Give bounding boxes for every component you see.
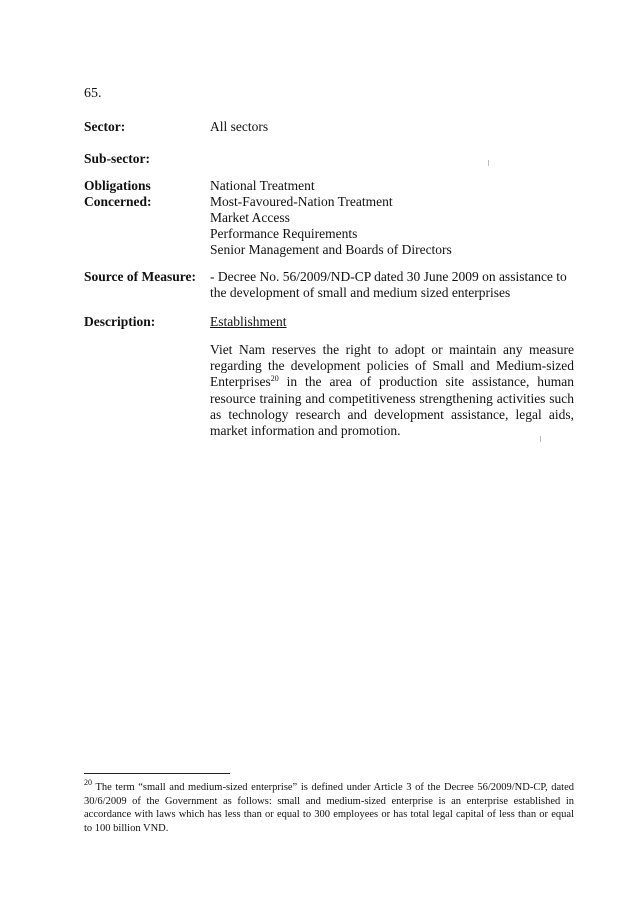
footnote-line: 30/6/2009 of the Government as follows: small and medium-sized enterprise is an enterprise established in xyxy=(84,795,574,807)
obligation-item: National Treatment xyxy=(210,178,315,193)
footnote-line-text: The term “small and medium-sized enterprise” is defined under Article 3 of the Decree 56/2009/ND-CP, dated xyxy=(95,782,574,793)
sector-value: All sectors xyxy=(210,119,269,134)
obligations-label-line1: Obligations xyxy=(84,178,151,193)
paragraph-line-prefix: Enterprises xyxy=(210,374,271,390)
footnote xyxy=(84,778,574,835)
description-label: Description: xyxy=(84,314,156,329)
obligations-label xyxy=(84,178,206,210)
obligation-item: Performance Requirements xyxy=(210,226,358,241)
obligation-item: Most-Favoured-Nation Treatment xyxy=(210,194,393,209)
entry-number: 65. xyxy=(84,86,102,101)
source-label: Source of Measure: xyxy=(84,269,196,284)
source-line: - Decree No. 56/2009/ND-CP dated 30 June 2009 on assistance to xyxy=(210,269,567,284)
obligation-item: Market Access xyxy=(210,210,290,225)
footnote-rule xyxy=(84,773,230,774)
source-value xyxy=(210,269,584,301)
description-paragraph xyxy=(210,342,574,439)
paragraph-line: resource training and competitiveness strengthening activities such xyxy=(210,390,574,406)
paragraph-line: Viet Nam reserves the right to adopt or maintain any measure xyxy=(210,342,574,357)
paragraph-line: regarding the development policies of Small and Medium-sized xyxy=(210,358,574,374)
footnote-line: to 100 billion VND. xyxy=(84,822,169,834)
footnote-line: accordance with laws which has less than or equal to 300 employees or has total legal capital of less than or equal xyxy=(84,809,574,820)
sector-label: Sector: xyxy=(84,119,126,134)
source-line: the development of small and medium sized enterprises xyxy=(210,285,511,300)
scan-speck xyxy=(488,160,489,166)
obligations-label-line2: Concerned: xyxy=(84,194,152,209)
paragraph-line: market information and promotion. xyxy=(210,423,401,439)
footnote-reference: 20 xyxy=(270,374,279,384)
description-heading: Establishment xyxy=(210,314,287,329)
sub-sector-label: Sub-sector: xyxy=(84,151,150,166)
description-heading-wrap xyxy=(210,314,584,330)
paragraph-line: as technology research and development assistance, legal aids, xyxy=(210,406,574,422)
obligations-list xyxy=(210,178,584,258)
paragraph-line-rest: in the area of production site assistance, human xyxy=(286,374,575,390)
obligation-item: Senior Management and Boards of Directors xyxy=(210,242,452,257)
footnote-marker: 20 xyxy=(84,778,92,787)
footnote-line xyxy=(84,778,574,795)
paragraph-line xyxy=(210,374,574,390)
scan-speck xyxy=(540,436,541,442)
